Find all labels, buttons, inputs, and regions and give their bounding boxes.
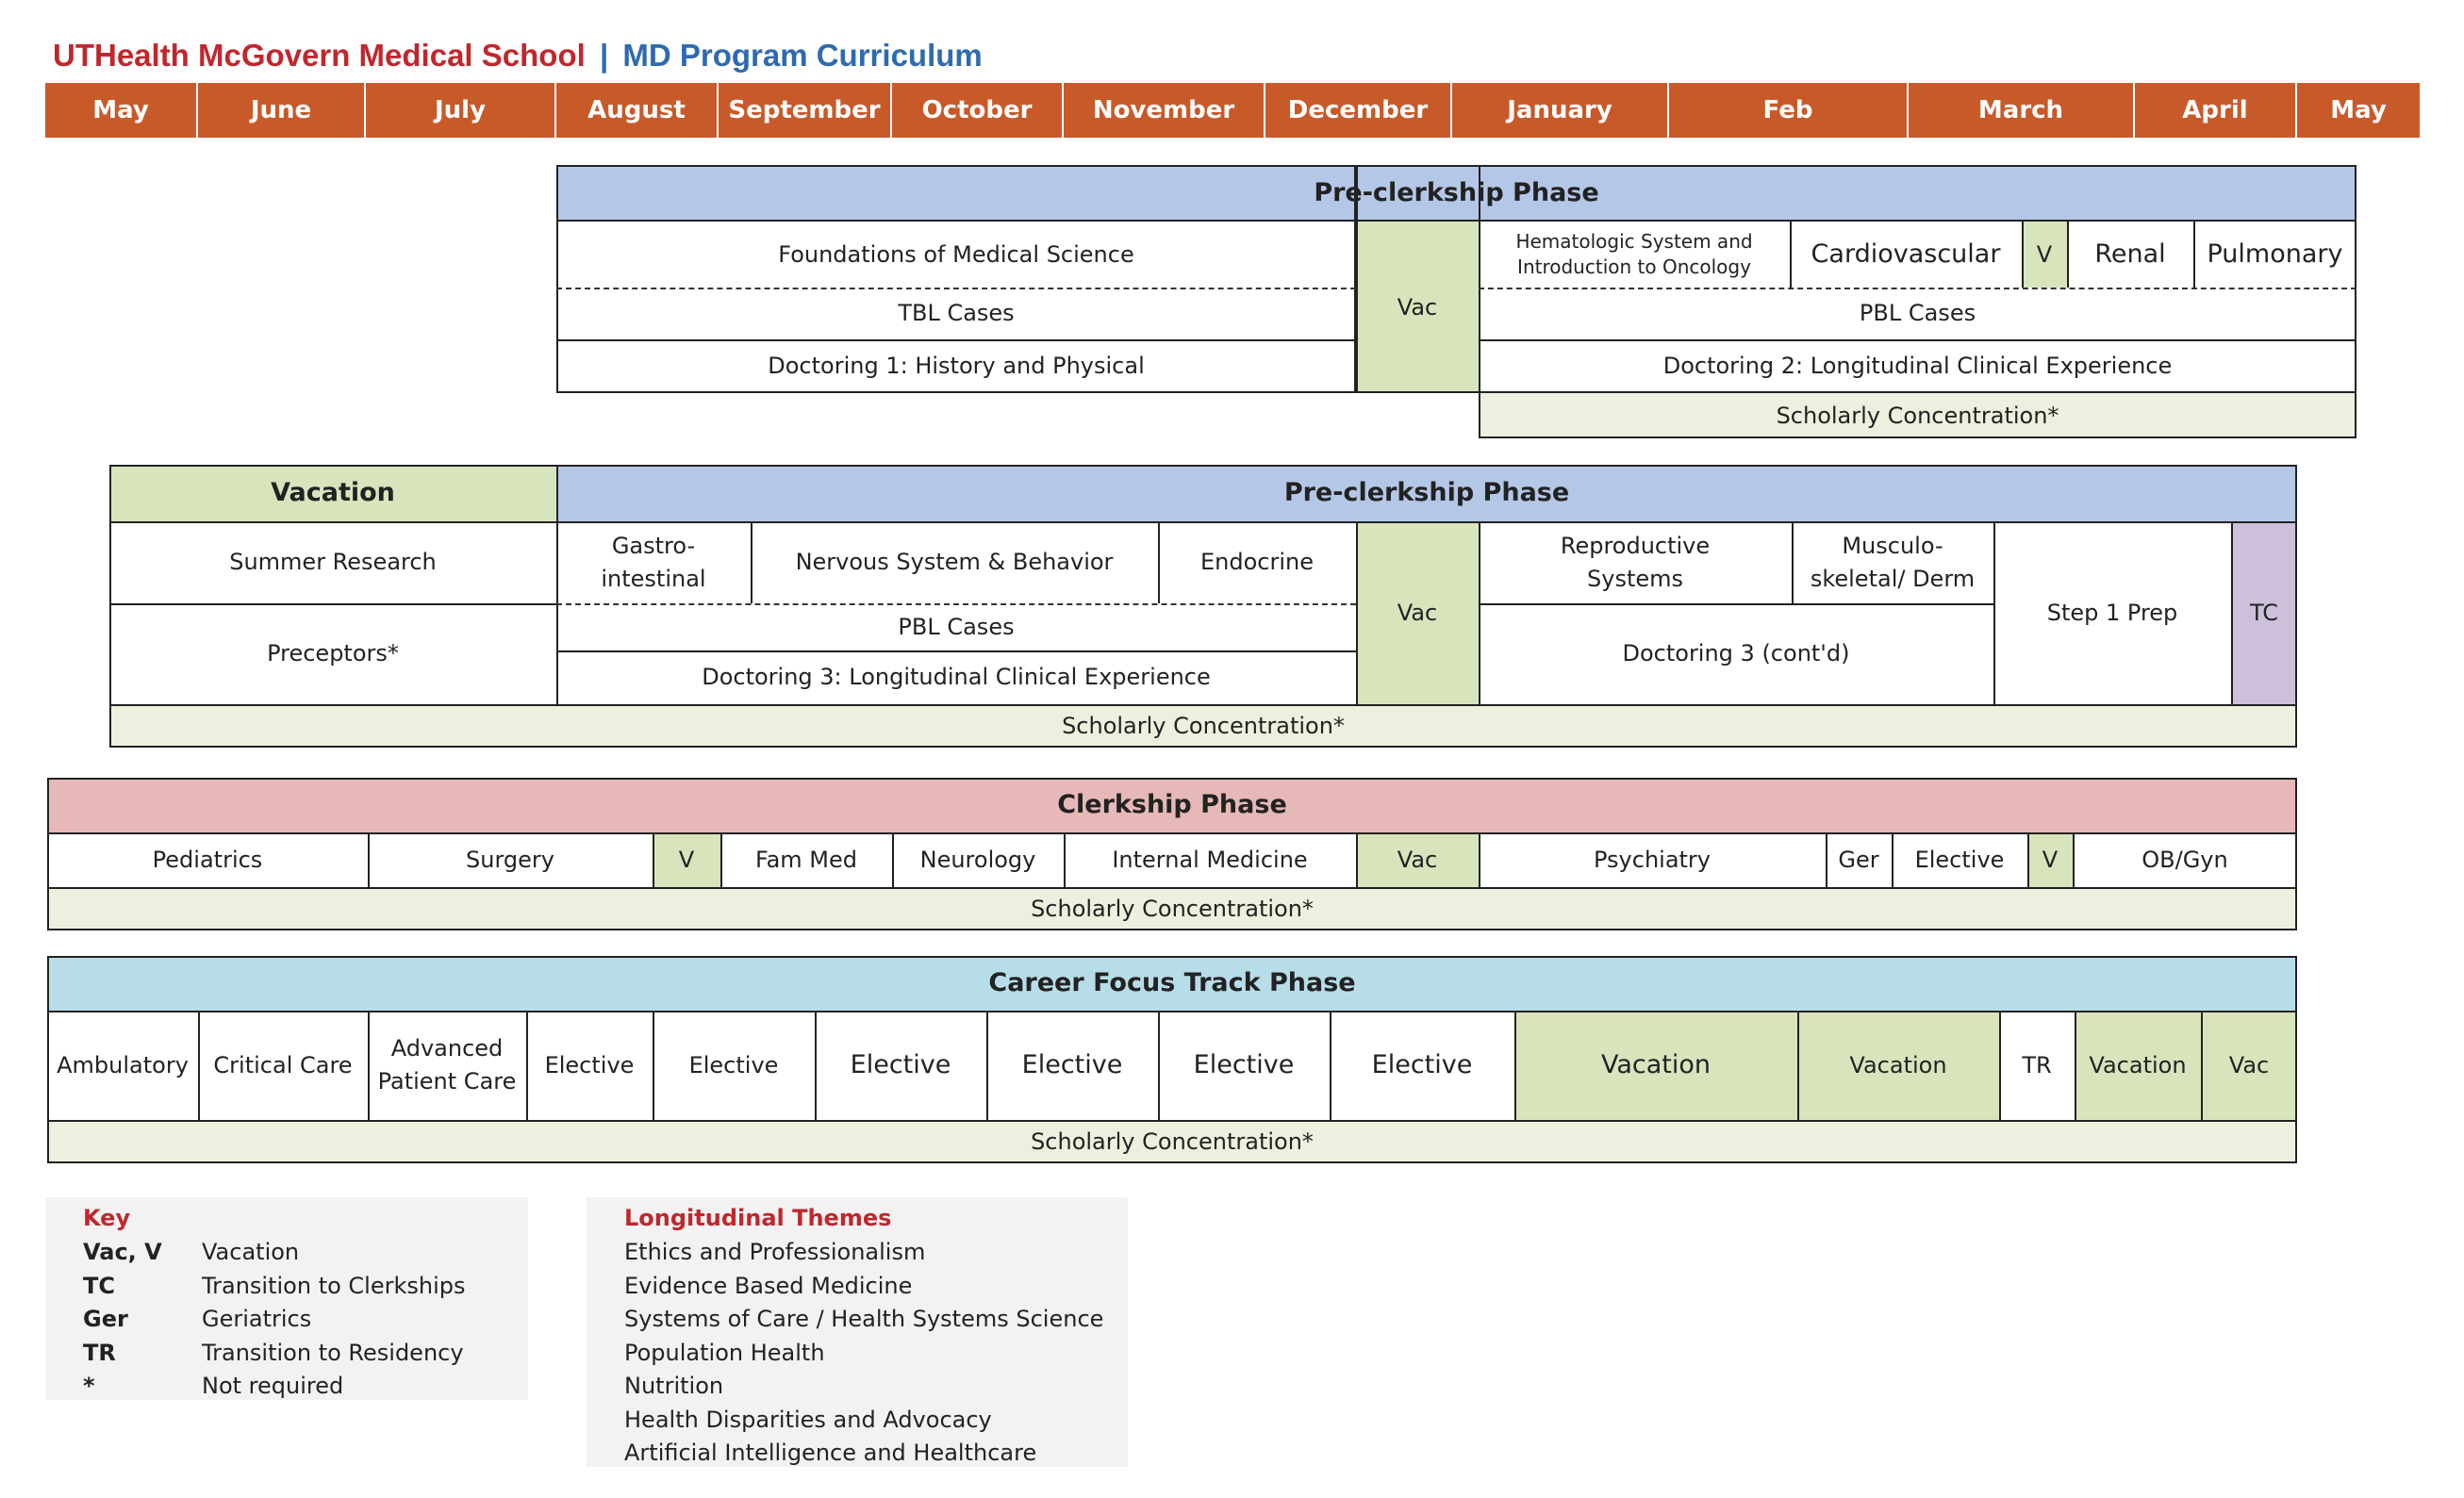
month-13: May [2297, 83, 2422, 138]
year1-scholarly-frame [1479, 165, 2357, 438]
year1-line-left [556, 339, 1356, 341]
month-11: March [1909, 83, 2135, 138]
theme-item: Nutrition [624, 1373, 724, 1399]
career-vacation-1: Vacation [1514, 1011, 1797, 1120]
hematologic-line2: Introduction to Oncology [1517, 255, 1751, 278]
school-name: UTHealth McGovern Medical School [53, 38, 586, 73]
theme-item: Health Disparities and Advocacy [624, 1406, 992, 1433]
career-divider [1999, 1011, 2001, 1120]
year1-line-right [1479, 339, 2357, 341]
year2-scholarly: Scholarly Concentration* [109, 704, 2297, 748]
year2-div-gastro [751, 521, 752, 603]
theme-item: Evidence Based Medicine [624, 1272, 913, 1299]
family-medicine: Fam Med [754, 846, 858, 873]
key-meaning: Not required [202, 1373, 344, 1399]
gastro-line1: Gastro- [611, 532, 696, 559]
month-1: May [45, 83, 198, 138]
neurology: Neurology [919, 846, 1036, 873]
longitudinal-themes [587, 1197, 1128, 1467]
clerkship-divider [2073, 832, 2075, 887]
transition-to-clerkships: TC [2231, 521, 2297, 704]
year2-div-left [556, 465, 558, 704]
clerkship-v2: V [2027, 832, 2073, 887]
doctoring3: Doctoring 3: Longitudinal Clinical Experience [702, 664, 1211, 691]
key-meaning: Transition to Clerkships [202, 1272, 466, 1299]
doctoring2: Doctoring 2: Longitudinal Clinical Experience [1662, 353, 2173, 380]
clerkship-v1: V [653, 832, 720, 887]
year1-div2 [2022, 222, 2024, 288]
key-abbreviation: TR [83, 1339, 116, 1366]
career-elective-3: Elective [850, 1050, 951, 1080]
clerkship-elective: Elective [1914, 846, 2005, 873]
repro-line1: Reproductive [1560, 532, 1711, 559]
month-4: August [556, 83, 719, 138]
clerkship-scholarly-line [47, 887, 2297, 889]
clerkship-phase-header: Clerkship Phase [47, 778, 2297, 832]
career-elective-2: Elective [688, 1051, 779, 1078]
career-phase-header: Career Focus Track Phase [47, 956, 2297, 1011]
musculo-line2: skeletal/ Derm [1810, 565, 1976, 592]
theme-item: Ethics and Professionalism [624, 1239, 926, 1265]
career-divider [1797, 1011, 1799, 1120]
internal-medicine: Internal Medicine [1112, 846, 1308, 873]
month-8: December [1265, 83, 1452, 138]
advanced-line2: Patient Care [377, 1068, 517, 1095]
year2-div-tc [2231, 521, 2233, 704]
year2-div-vac-left [1356, 521, 1358, 704]
career-divider [653, 1011, 654, 1120]
year2-div-step1 [1993, 521, 1995, 704]
psychiatry: Psychiatry [1593, 846, 1712, 873]
year1-dash-right [1479, 288, 2357, 289]
title-separator: | [599, 38, 609, 73]
gastro-line2: intestinal [601, 565, 706, 592]
year2-div-vac-right [1479, 521, 1480, 704]
doctoring3-contd: Doctoring 3 (cont'd) [1622, 640, 1850, 667]
doctoring1: Doctoring 1: History and Physical [768, 353, 1145, 380]
month-2: June [198, 83, 366, 138]
theme-item: Population Health [624, 1339, 825, 1366]
theme-item: Artificial Intelligence and Healthcare [624, 1440, 1037, 1466]
year1-left-frame [556, 165, 1356, 393]
pediatrics: Pediatrics [152, 846, 263, 873]
career-divider [815, 1011, 817, 1120]
month-12: April [2135, 83, 2297, 138]
clerkship-divider [2027, 832, 2029, 887]
career-frame [47, 956, 2297, 1163]
theme-item: Systems of Care / Health Systems Science [624, 1306, 1104, 1332]
key-title: Key [83, 1205, 131, 1231]
career-divider [1330, 1011, 1331, 1120]
clerkship-divider [368, 832, 370, 887]
step1-prep: Step 1 Prep [2046, 599, 2178, 626]
foundations-block: Foundations of Medical Science [778, 240, 1134, 268]
month-9: January [1452, 83, 1669, 138]
month-10: Feb [1669, 83, 1909, 138]
nervous-system-block: Nervous System & Behavior [795, 549, 1114, 576]
career-divider [1158, 1011, 1160, 1120]
career-divider [1514, 1011, 1516, 1120]
critical-care: Critical Care [213, 1051, 353, 1078]
career-divider [2201, 1011, 2203, 1120]
year2-phase-header: Pre-clerkship Phase [556, 465, 2297, 521]
key-abbreviation: TC [83, 1272, 115, 1299]
year2-div-nervous [1158, 521, 1160, 603]
career-divider [526, 1011, 528, 1120]
endocrine-block: Endocrine [1200, 549, 1314, 576]
clerkship-vac: Vac [1356, 832, 1479, 887]
career-vacation-3: Vacation [2075, 1011, 2201, 1120]
career-divider [368, 1011, 370, 1120]
clerkship-divider [1892, 832, 1893, 887]
program-name: MD Program Curriculum [622, 38, 983, 73]
career-scholarly: Scholarly Concentration* [47, 1120, 2297, 1163]
career-elective-5: Elective [1193, 1050, 1295, 1080]
key-meaning: Vacation [202, 1239, 300, 1265]
career-divider [2075, 1011, 2076, 1120]
month-5: September [719, 83, 892, 138]
year1-vac: Vac [1356, 222, 1479, 393]
year2-div-musculo [1792, 521, 1794, 603]
clerkship-header-line [47, 832, 2297, 834]
year1-scholarly: Scholarly Concentration* [1479, 393, 2357, 438]
month-7: November [1064, 83, 1265, 138]
career-divider [198, 1011, 200, 1120]
cardiovascular-block: Cardiovascular [1811, 239, 2001, 270]
career-vacation-2: Vacation [1797, 1011, 1999, 1120]
key-abbreviation: Ger [83, 1306, 128, 1332]
transition-to-residency: TR [2022, 1051, 2052, 1078]
career-scholarly-line [47, 1120, 2297, 1122]
clerkship-divider [653, 832, 654, 887]
advanced-line1: Advanced [390, 1035, 504, 1062]
repro-line2: Systems [1587, 565, 1683, 592]
year2-header-line [109, 521, 2297, 523]
year2-pbl-cases: PBL Cases [898, 613, 1015, 640]
clerkship-divider [1826, 832, 1827, 887]
key-legend [45, 1197, 528, 1400]
clerkship-divider [1356, 832, 1358, 887]
clerkship-scholarly: Scholarly Concentration* [47, 887, 2297, 930]
year1-dash-left [556, 288, 1356, 289]
year1-v: V [2022, 222, 2067, 288]
page-title [53, 38, 983, 83]
career-header-line [47, 1011, 2297, 1012]
year2-vacation-header: Vacation [109, 465, 556, 521]
month-3: July [366, 83, 556, 138]
key-abbreviation: * [83, 1373, 95, 1399]
clerkship-divider [1479, 832, 1480, 887]
month-6: October [892, 83, 1064, 138]
renal-block: Renal [2094, 239, 2166, 270]
year2-vac: Vac [1356, 521, 1479, 704]
pulmonary-block: Pulmonary [2207, 239, 2343, 270]
clerkship-divider [1064, 832, 1066, 887]
career-elective-4: Elective [1021, 1050, 1123, 1080]
themes-title: Longitudinal Themes [624, 1205, 892, 1231]
clerkship-divider [720, 832, 722, 887]
year2-scholarly-line [109, 704, 2297, 706]
year2-line-repro [1479, 603, 1993, 605]
year1-div3 [2067, 222, 2069, 288]
key-meaning: Transition to Residency [202, 1339, 464, 1366]
career-vac: Vac [2201, 1011, 2297, 1120]
year2-line-summer [109, 603, 556, 605]
geriatrics: Ger [1838, 846, 1879, 873]
year1-div1 [1790, 222, 1792, 288]
key-meaning: Geriatrics [202, 1306, 312, 1332]
year1-pbl-cases: PBL Cases [1859, 300, 1976, 327]
preceptors: Preceptors* [267, 640, 399, 667]
year2-dash-mid [556, 603, 1356, 605]
year1-div4 [2193, 222, 2195, 288]
year2-line-doc3 [556, 650, 1356, 652]
tbl-cases: TBL Cases [898, 300, 1015, 327]
surgery: Surgery [466, 846, 554, 873]
year1-phase-header: Pre-clerkship Phase [556, 165, 2357, 222]
career-elective-1: Elective [544, 1051, 635, 1078]
musculo-line1: Musculo- [1842, 532, 1943, 559]
summer-research: Summer Research [229, 549, 437, 576]
hematologic-line1: Hematologic System and [1515, 230, 1753, 253]
clerkship-frame [47, 778, 2297, 930]
career-divider [986, 1011, 988, 1120]
key-abbreviation: Vac, V [83, 1239, 162, 1265]
ob-gyn: OB/Gyn [2142, 846, 2228, 873]
clerkship-divider [892, 832, 894, 887]
ambulatory: Ambulatory [57, 1051, 189, 1078]
career-elective-6: Elective [1371, 1050, 1473, 1080]
